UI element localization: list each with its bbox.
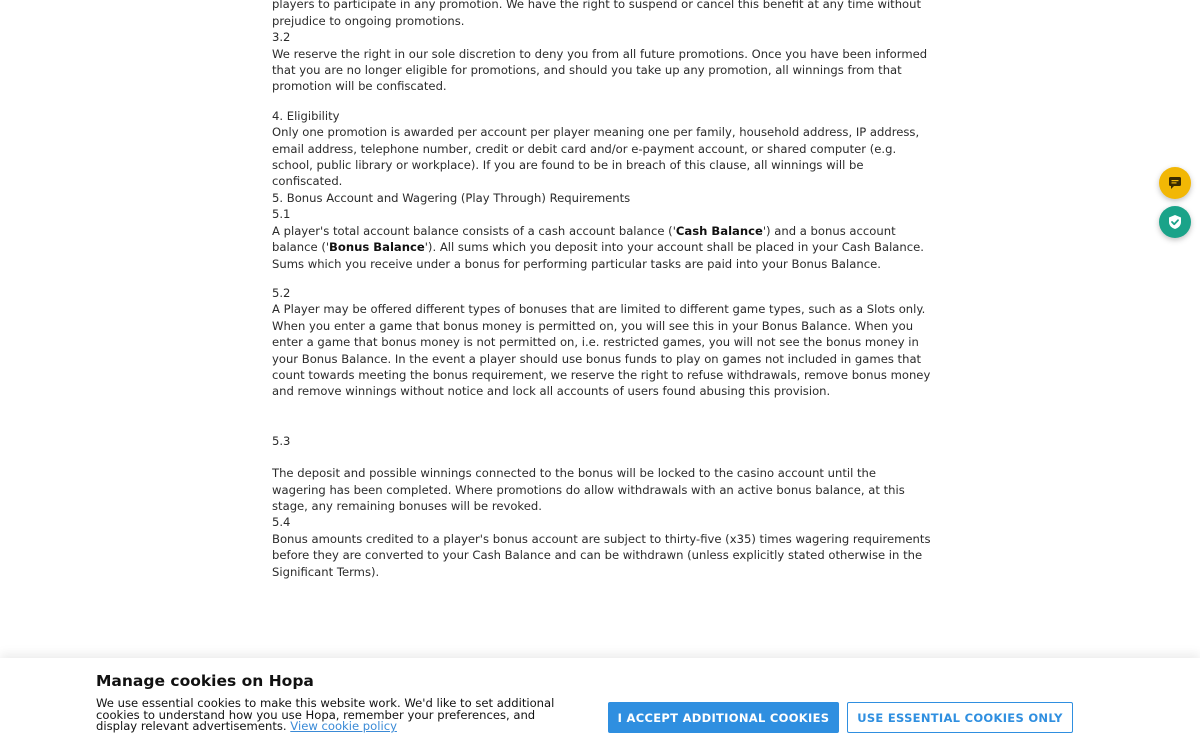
section-number: 3.2 xyxy=(272,30,291,45)
section-heading-bonus: 5. Bonus Account and Wagering (Play Through) Requirements xyxy=(272,190,631,205)
shield-check-icon xyxy=(1167,214,1183,230)
text-fragment: ') and a bonus account balance (' xyxy=(272,223,896,255)
section-number-5-3: 5.3 xyxy=(272,433,291,448)
security-badge-button[interactable] xyxy=(1159,206,1191,238)
terms-content xyxy=(272,0,932,593)
section-5-2 xyxy=(272,285,932,400)
intro-partial-text: players to participate in any promotion. We have the right to suspend or cancel this benefit at any time without prejudice to ongoing promotions. xyxy=(272,0,922,28)
section-5-3-text: The deposit and possible winnings connected to the bonus will be locked to the casino account until the wagering has been completed. Where promotions do allow withdrawals with an active bonus balance, at this stage, any remaining bonuses will be revoked. xyxy=(272,466,905,513)
cookie-policy-link[interactable]: View cookie policy xyxy=(290,719,397,733)
cash-balance-term: Cash Balance xyxy=(675,223,763,238)
section-text xyxy=(272,223,932,272)
bonus-balance-term: Bonus Balance xyxy=(329,240,425,255)
cookie-banner xyxy=(0,658,1200,750)
section-number: 5.4 xyxy=(272,515,291,530)
chat-button[interactable] xyxy=(1159,167,1191,199)
section-heading-eligibility: 4. Eligibility xyxy=(272,108,340,123)
section-text: Bonus amounts credited to a player's bonus account are subject to thirty-five (x35) times wagering requirements before they are converted to your Cash Balance and can be withdrawn (unless explicitly stated otherwise in the Significant Terms). xyxy=(272,531,931,579)
accept-additional-cookies-button[interactable]: I ACCEPT ADDITIONAL COOKIES xyxy=(608,702,839,733)
cookie-banner-text xyxy=(96,698,566,733)
section-number: 5.2 xyxy=(272,285,291,300)
cookie-banner-title: Manage cookies on Hopa xyxy=(96,672,314,690)
section-text: We reserve the right in our sole discretion to deny you from all future promotions. Once you have been informed that you are no longer eligible for promotions, and should you take up any promotion, all winnings from that promotion will be confiscated. xyxy=(272,46,928,94)
text-fragment: '). All sums which you deposit into your account shall be placed in your Cash Balance. Sums which you receive under a bonus for performing particular tasks are paid into your Bonus Balance. xyxy=(272,240,924,271)
text-fragment: A player's total account balance consists of a cash account balance (' xyxy=(272,223,676,238)
section-4-text: Only one promotion is awarded per account per player meaning one per family, household address, IP address, email address, telephone number, credit or debit card and/or e-payment account, or shared computer (e.g. school, public library or workplace). If you are found to be in breach of this clause, all winnings will be confiscated. xyxy=(272,125,920,189)
chat-bubble-icon xyxy=(1167,175,1183,191)
cookie-description: We use essential cookies to make this website work. We'd like to set additional cookies to understand how you use Hopa, remember your preferences, and display relevant advertisements. xyxy=(96,696,555,733)
section-5-1 xyxy=(272,206,932,272)
use-essential-cookies-button[interactable]: USE ESSENTIAL COOKIES ONLY xyxy=(847,702,1073,733)
section-text: A Player may be offered different types of bonuses that are limited to different game types, such as a Slots only. When you enter a game that bonus money is permitted on, you will see this in your Bonus Balance. When you enter a game that bonus money is not permitted on, i.e. restricted games, you will not see the bonus money in your Bonus Balance. In the event a player should use bonus funds to play on games not included in games that count towards meeting the bonus requirement, we reserve the right to refuse withdrawals, remove bonus money and remove winnings without notice and lock all accounts of users found abusing this provision. xyxy=(272,302,931,399)
section-3-2 xyxy=(272,29,932,95)
section-5-4 xyxy=(272,514,932,580)
section-number: 5.1 xyxy=(272,207,291,222)
